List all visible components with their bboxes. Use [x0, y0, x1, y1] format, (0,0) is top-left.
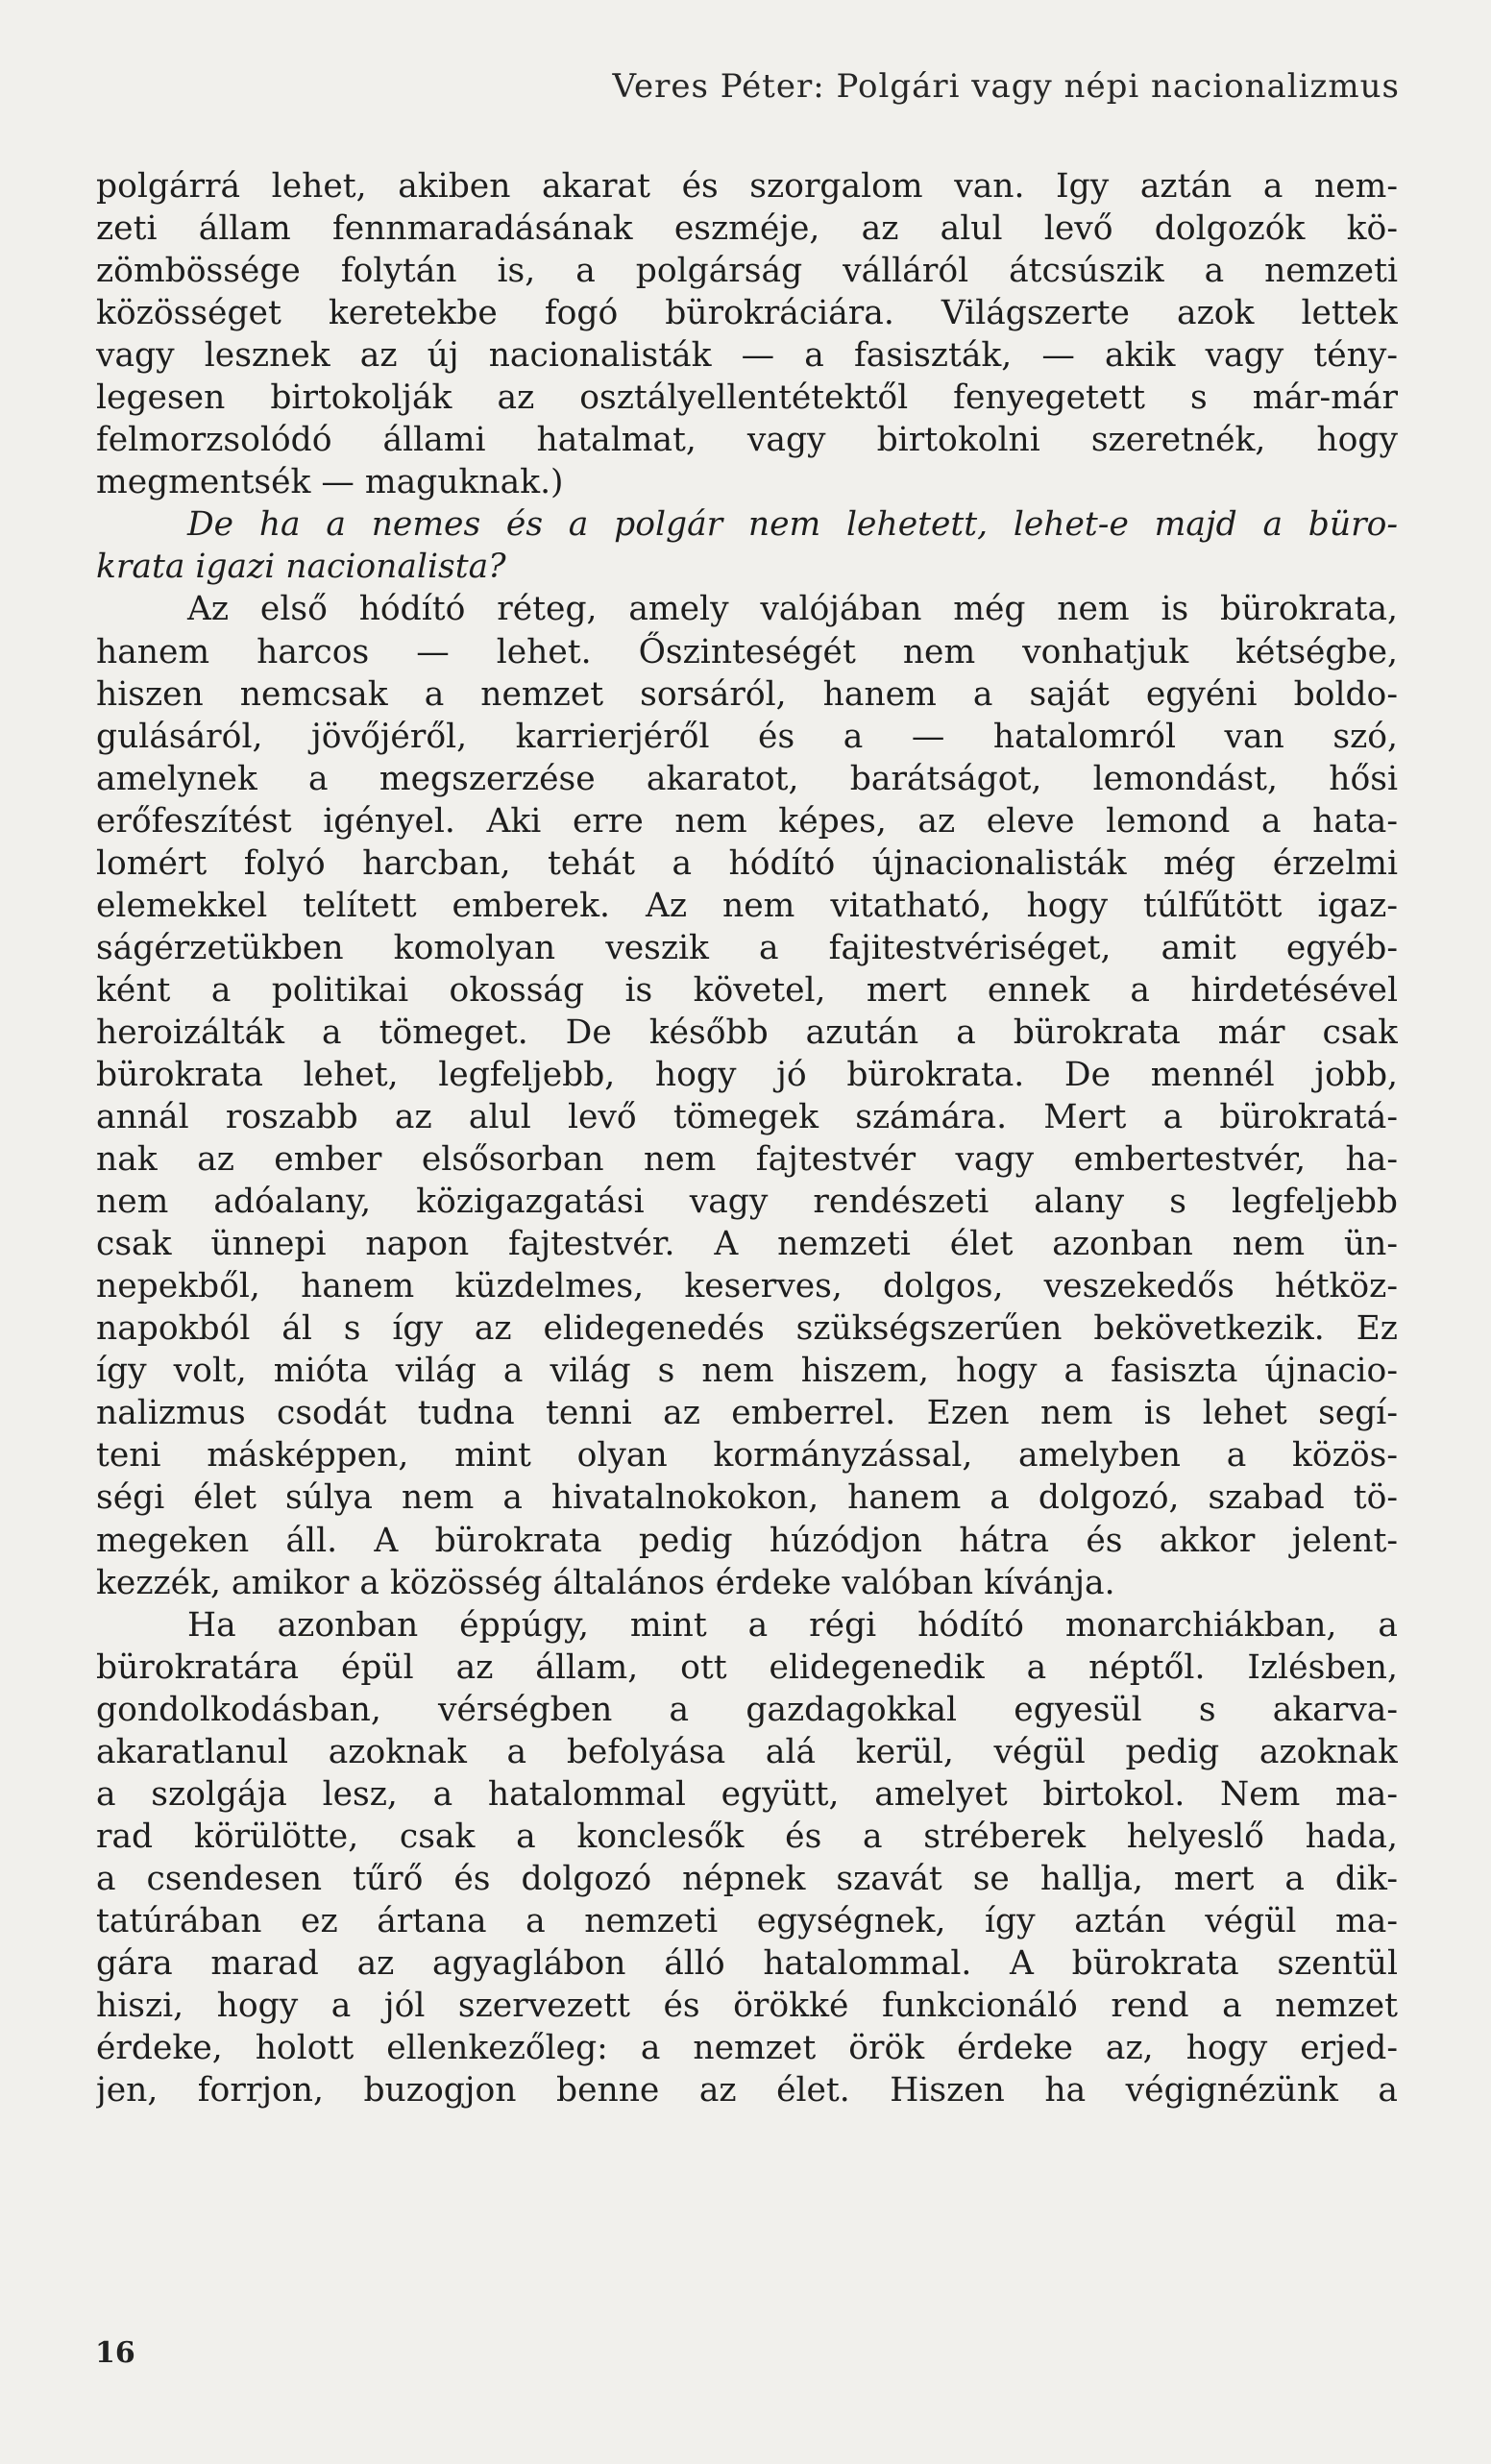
- text-line: polgárrá lehet, akiben akarat és szorgalom van. Igy aztán a nem-: [96, 167, 1398, 206]
- text-line: teni másképpen, mint olyan kormányzással, amelyben a közös-: [96, 1436, 1398, 1476]
- text-line: zeti állam fennmaradásának eszméje, az alul levő dolgozók kö-: [96, 209, 1398, 249]
- text-line: kezzék, amikor a közösség általános érdeke valóban kívánja.: [96, 1563, 1115, 1602]
- text-line: jen, forrjon, buzogjon benne az élet. Hiszen ha végignézünk a: [96, 2071, 1398, 2110]
- text-line: elemekkel telített emberek. Az nem vitatható, hogy túlfűtött igaz-: [96, 886, 1398, 925]
- text-line: gondolkodásban, vérségben a gazdagokkal egyesül s akarva-: [96, 1690, 1398, 1729]
- text-line: így volt, mióta világ a világ s nem hiszem, hogy a fasiszta újnacio-: [96, 1352, 1398, 1391]
- text-line: legesen birtokolják az osztályellentétektől fenyegetett s már-már: [96, 378, 1398, 418]
- text-line: zömbössége folytán is, a polgárság válláról átcsúszik a nemzeti: [96, 252, 1398, 291]
- text-line: rad körülötte, csak a konclesők és a stréberek helyeslő hada,: [96, 1817, 1398, 1856]
- italic-question-line: krata igazi nacionalista?: [96, 548, 506, 587]
- text-line: akaratlanul azoknak a befolyása alá kerül, végül pedig azoknak: [96, 1732, 1398, 1771]
- text-line: nem adóalany, közigazgatási vagy rendészeti alany s legfeljebb: [96, 1183, 1398, 1222]
- text-line: tatúrában ez ártana a nemzeti egységnek, így aztán végül ma-: [96, 1901, 1398, 1940]
- text-line: csak ünnepi napon fajtestvér. A nemzeti élet azonban nem ün-: [96, 1225, 1398, 1264]
- text-line: ságérzetükben komolyan veszik a fajitestvériséget, amit egyéb-: [96, 928, 1398, 967]
- text-line: érdeke, holott ellenkezőleg: a nemzet örök érdeke az, hogy erjed-: [96, 2029, 1398, 2068]
- text-line: hiszi, hogy a jól szervezett és örökké funkcionáló rend a nemzet: [96, 1987, 1398, 2026]
- text-line: lomért folyó harcban, tehát a hódító újnacionalisták még érzelmi: [96, 843, 1398, 883]
- page-number: 16: [95, 2336, 135, 2370]
- text-line: hanem harcos — lehet. Őszinteségét nem vonhatjuk kétségbe,: [96, 632, 1398, 671]
- italic-question-line: De ha a nemes és a polgár nem lehetett, lehet-e majd a büro-: [187, 505, 1398, 545]
- text-line: Az első hódító réteg, amely valójában még nem is bürokrata,: [187, 590, 1398, 629]
- text-line: megeken áll. A bürokrata pedig húzódjon hátra és akkor jelent-: [96, 1521, 1398, 1560]
- text-line: gulásáról, jövőjéről, karrierjéről és a — hatalomról van szó,: [96, 717, 1398, 756]
- text-line: vagy lesznek az új nacionalisták — a fasiszták, — akik vagy tény-: [96, 336, 1398, 376]
- text-line: nepekből, hanem küzdelmes, keserves, dolgos, veszekedős hétköz-: [96, 1267, 1398, 1306]
- text-line: amelynek a megszerzése akaratot, barátságot, lemondást, hősi: [96, 759, 1398, 798]
- running-header: Veres Péter: Polgári vagy népi nacionalizmus: [612, 67, 1400, 106]
- text-line: heroizálták a tömeget. De később azután a bürokrata már csak: [96, 1012, 1398, 1052]
- text-line: hiszen nemcsak a nemzet sorsáról, hanem a saját egyéni boldo-: [96, 674, 1398, 714]
- body-text: [96, 165, 1398, 2111]
- text-line: nalizmus csodát tudna tenni az emberrel. Ezen nem is lehet segí-: [96, 1394, 1398, 1433]
- text-line: a csendesen tűrő és dolgozó népnek szavát se hallja, mert a dik-: [96, 1859, 1398, 1898]
- text-line: bürokrata lehet, legfeljebb, hogy jó bürokrata. De mennél jobb,: [96, 1055, 1398, 1094]
- text-line: Ha azonban éppúgy, mint a régi hódító monarchiákban, a: [187, 1605, 1398, 1645]
- text-line: annál roszabb az alul levő tömegek számára. Mert a bürokratá-: [96, 1098, 1398, 1137]
- text-line: megmentsék — maguknak.): [96, 463, 564, 502]
- text-line: bürokratára épül az állam, ott elidegenedik a néptől. Izlésben,: [96, 1647, 1398, 1687]
- text-line: erőfeszítést igényel. Aki erre nem képes, az eleve lemond a hata-: [96, 801, 1398, 841]
- text-line: felmorzsolódó állami hatalmat, vagy birtokolni szeretnék, hogy: [96, 421, 1398, 460]
- text-line: napokból ál s így az elidegenedés szükségszerűen bekövetkezik. Ez: [96, 1309, 1398, 1349]
- text-line: nak az ember elsősorban nem fajtestvér vagy embertestvér, ha-: [96, 1140, 1398, 1180]
- text-line: a szolgája lesz, a hatalommal együtt, amelyet birtokol. Nem ma-: [96, 1774, 1398, 1814]
- text-line: ségi élet súlya nem a hivatalnokokon, hanem a dolgozó, szabad tö-: [96, 1478, 1398, 1518]
- text-line: közösséget keretekbe fogó bürokráciára. Világszerte azok lettek: [96, 294, 1398, 333]
- text-line: gára marad az agyaglábon álló hatalommal. A bürokrata szentül: [96, 1943, 1398, 1983]
- text-line: ként a politikai okosság is követel, mert ennek a hirdetésével: [96, 970, 1398, 1010]
